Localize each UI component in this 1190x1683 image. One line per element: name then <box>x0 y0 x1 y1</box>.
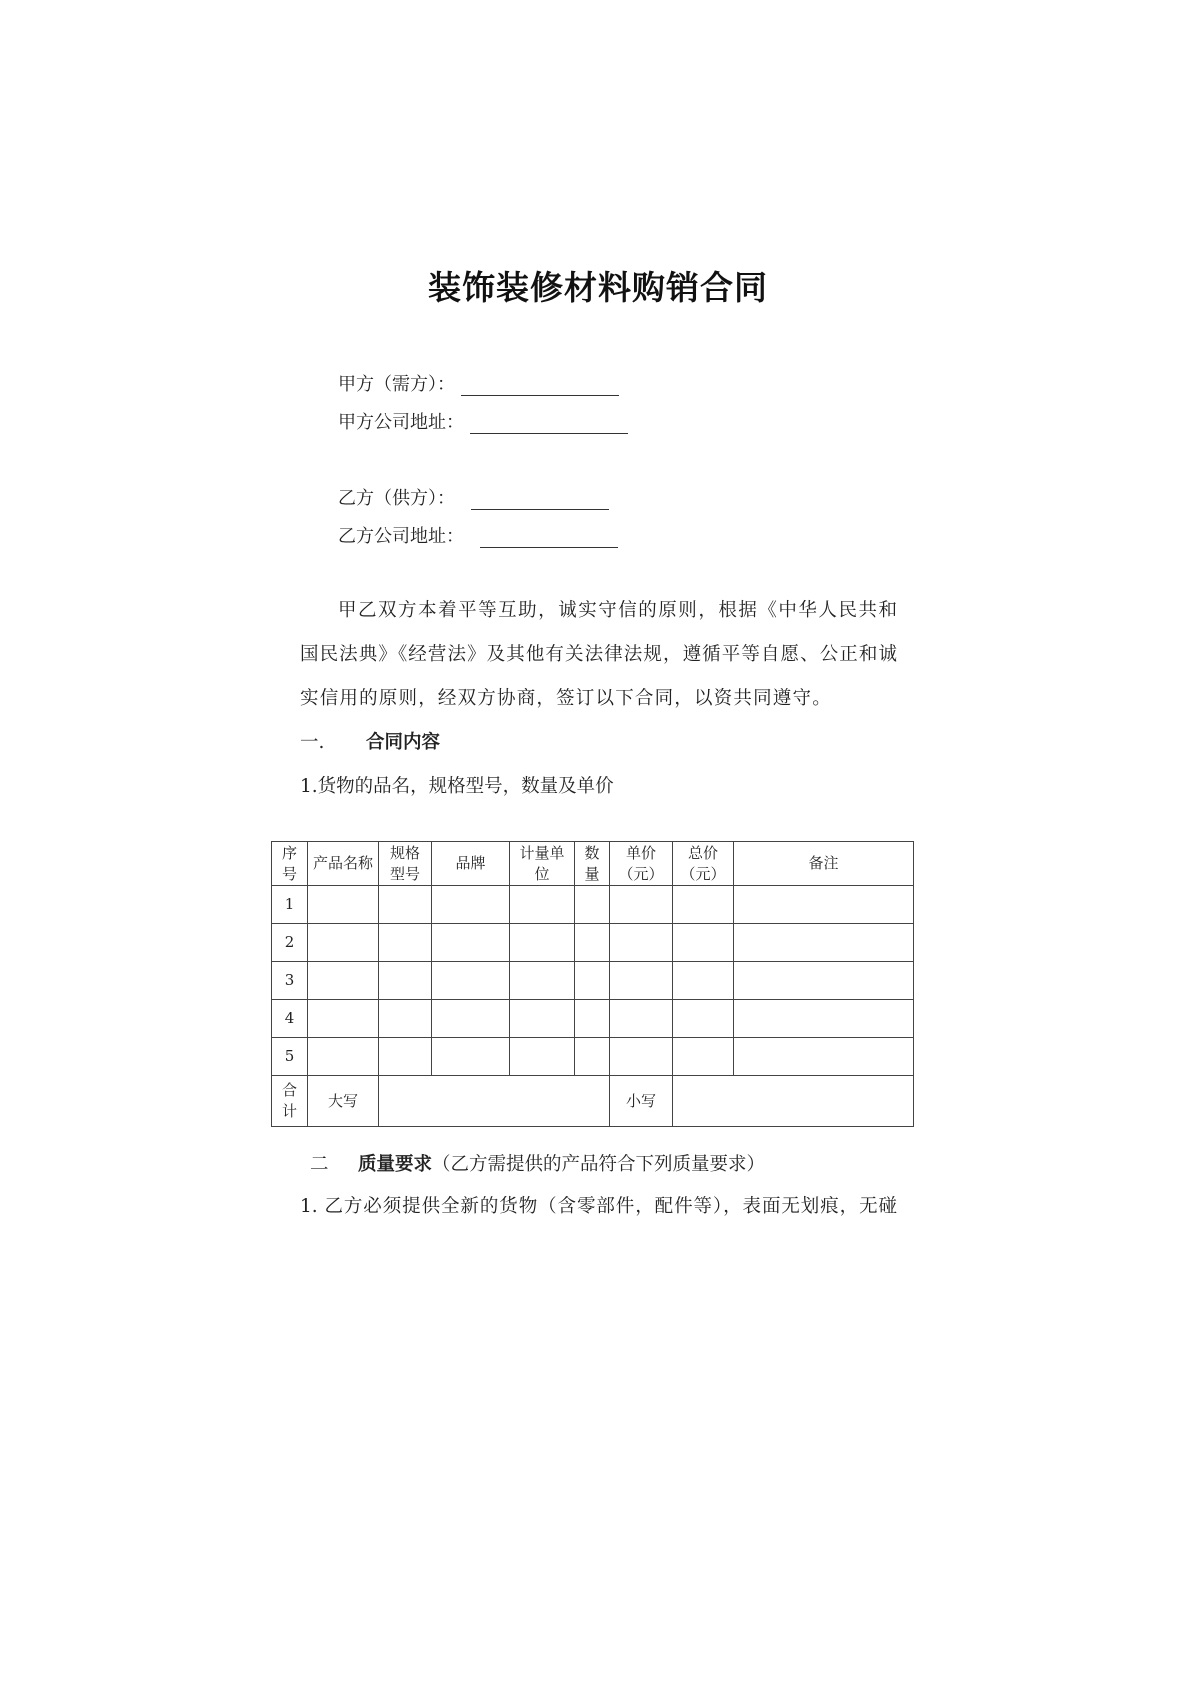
table-row <box>272 962 914 1000</box>
intro-line: 实信用的原则，经双方协商，签订以下合同，以资共同遵守。 <box>300 688 832 709</box>
section-1-title: 合同内容 <box>366 732 441 753</box>
party-a-name-label: 甲方（需方）： <box>338 374 455 395</box>
party-b-name-label: 乙方（供方）： <box>338 488 455 509</box>
header-remarks: 备注 <box>734 842 914 886</box>
header-total-price: 总价 （元） <box>673 842 734 886</box>
row-index: 1 <box>272 886 308 924</box>
header-brand: 品牌 <box>432 842 510 886</box>
header-quantity: 数 量 <box>575 842 610 886</box>
section-2-title: 质量要求 <box>358 1154 433 1175</box>
row-index: 3 <box>272 962 308 1000</box>
header-spec-model: 规格 型号 <box>379 842 432 886</box>
table-row <box>272 924 914 962</box>
document-title: 装饰装修材料购销合同 <box>428 268 768 307</box>
section-1-number: 一. <box>300 732 325 753</box>
section-2-subtitle: （乙方需提供的产品符合下列质量要求） <box>432 1154 766 1175</box>
header-unit: 计量单 位 <box>510 842 575 886</box>
daxie-label: 大写 <box>308 1076 379 1127</box>
party-a-name-field <box>338 370 619 396</box>
header-product-name: 产品名称 <box>308 842 379 886</box>
table-total-row <box>272 1076 914 1127</box>
party-b-address-label: 乙方公司地址： <box>338 526 464 547</box>
table-header-row <box>272 842 914 886</box>
section-2-heading <box>358 1150 765 1176</box>
party-a-address-blank[interactable] <box>470 415 628 434</box>
xiaoxie-value-cell[interactable] <box>673 1076 914 1127</box>
section-2-item-1: 1. 乙方必须提供全新的货物（含零部件，配件等），表面无划痕，无碰 <box>300 1196 897 1217</box>
goods-table <box>271 841 914 1127</box>
party-b-address-field <box>338 522 618 548</box>
table-row <box>272 1038 914 1076</box>
daxie-value-cell[interactable] <box>379 1076 610 1127</box>
xiaoxie-label: 小写 <box>610 1076 673 1127</box>
header-unit-price: 单价 （元） <box>610 842 673 886</box>
intro-line: 甲乙双方本着平等互助，诚实守信的原则，根据《中华人民共和 <box>338 600 897 621</box>
table-row <box>272 1000 914 1038</box>
row-index: 5 <box>272 1038 308 1076</box>
header-index: 序 号 <box>272 842 308 886</box>
party-a-address-field <box>338 408 628 434</box>
row-index: 4 <box>272 1000 308 1038</box>
row-index: 2 <box>272 924 308 962</box>
party-b-name-blank[interactable] <box>471 491 609 510</box>
intro-line: 国民法典》《经营法》及其他有关法律法规，遵循平等自愿、公正和诚 <box>300 644 897 665</box>
section-2-number: 二 <box>310 1154 329 1175</box>
party-b-name-field <box>338 484 609 510</box>
table-row <box>272 886 914 924</box>
party-a-name-blank[interactable] <box>461 377 619 396</box>
party-a-address-label: 甲方公司地址： <box>338 412 464 433</box>
section-1-item-1: 1.货物的品名，规格型号，数量及单价 <box>300 776 614 797</box>
party-b-address-blank[interactable] <box>480 529 618 548</box>
total-label: 合 计 <box>272 1076 308 1127</box>
